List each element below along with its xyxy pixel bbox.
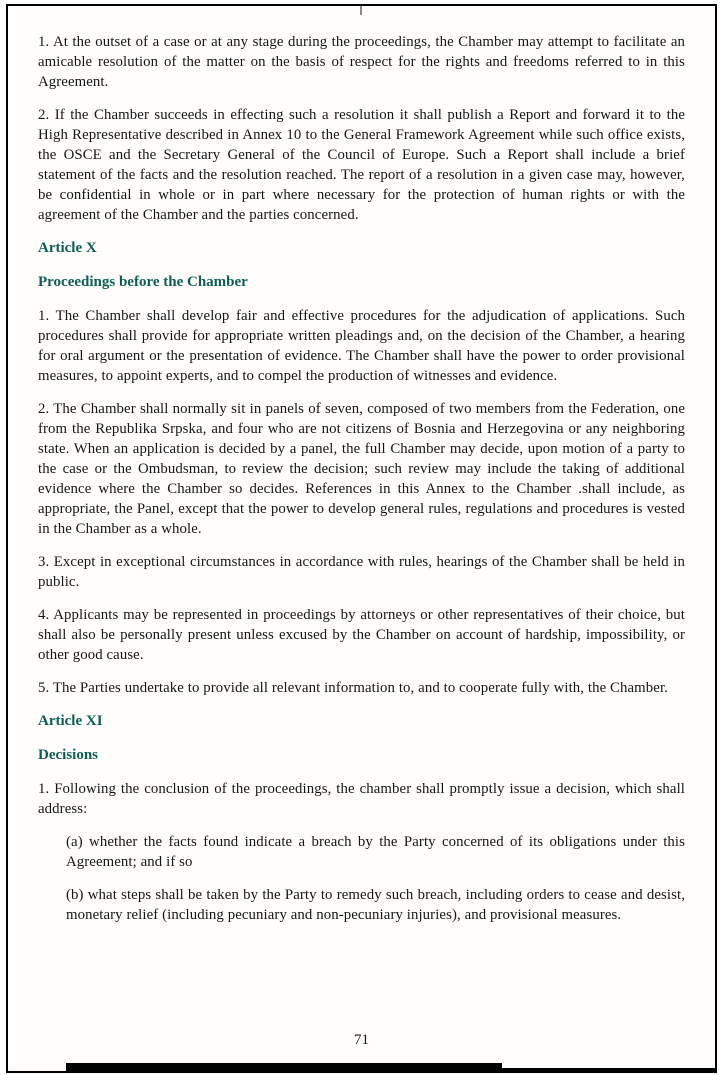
paragraph-amicable-resolution: 1. At the outset of a case or at any stage during the proceedings, the Chamber may attempt to facilitate an amicable resolution of the matter on the basis of respect for the rights and freedoms referred to in this Agreement. bbox=[38, 34, 685, 90]
decisions-subheading: Decisions bbox=[38, 747, 98, 763]
document-page bbox=[6, 4, 717, 1073]
scan-artifact-top bbox=[360, 6, 362, 15]
proceedings-subheading: Proceedings before the Chamber bbox=[38, 274, 248, 290]
paragraph-procedures: 1. The Chamber shall develop fair and effective procedures for the adjudication of applications. Such procedures shall provide for appropriate written pleadings and, on the decision of the Chamber, a hearing for oral argument or the presentation of evidence. The Chamber shall have the power to order provisional measures, to appoint experts, and to compel the production of witnesses and evidence. bbox=[38, 308, 685, 384]
page-number: 71 bbox=[354, 1032, 369, 1048]
scan-artifact-bottom-right bbox=[502, 1068, 715, 1072]
scan-artifact-bottom bbox=[66, 1063, 502, 1072]
paragraph-public-hearings: 3. Except in exceptional circumstances in accordance with rules, hearings of the Chamber shall be held in public. bbox=[38, 554, 685, 590]
paragraph-panels: 2. The Chamber shall normally sit in panels of seven, composed of two members from the Federation, one from the Republika Srpska, and four who are not citizens of Bosnia and Herzegovina or any neighboring state. When an application is decided by a panel, the full Chamber may decide, upon motion of a party to the case or the Ombudsman, to review the decision; such review may include the taking of additional evidence where the Chamber so decides. References in this Annex to the Chamber .shall include, as appropriate, the Panel, except that the power to develop general rules, regulations and procedures is vested in the Chamber as a whole. bbox=[38, 401, 685, 537]
paragraph-item-a: (a) whether the facts found indicate a breach by the Party concerned of its obligations under this Agreement; and if so bbox=[66, 834, 685, 870]
page-content bbox=[38, 32, 685, 938]
article-x-heading: Article X bbox=[38, 240, 97, 256]
article-xi-heading: Article XI bbox=[38, 713, 103, 729]
paragraph-issue-decision: 1. Following the conclusion of the proceedings, the chamber shall promptly issue a decision, which shall address: bbox=[38, 781, 685, 817]
paragraph-item-b: (b) what steps shall be taken by the Party to remedy such breach, including orders to cease and desist, monetary relief (including pecuniary and non-pecuniary injuries), and provisional measures. bbox=[66, 887, 685, 923]
paragraph-parties-cooperate: 5. The Parties undertake to provide all relevant information to, and to cooperate fully with, the Chamber. bbox=[38, 680, 668, 696]
paragraph-applicants-representation: 4. Applicants may be represented in proceedings by attorneys or other representatives of their choice, but shall also be personally present unless excused by the Chamber on account of hardship, impossibility, or other good cause. bbox=[38, 607, 685, 663]
paragraph-report-forward: 2. If the Chamber succeeds in effecting such a resolution it shall publish a Report and forward it to the High Representative described in Annex 10 to the General Framework Agreement while such office exists, the OSCE and the Secretary General of the Council of Europe. Such a Report shall include a brief statement of the facts and the resolution reached. The report of a resolution in a given case may, however, be confidential in whole or in part where necessary for the protection of human rights or with the agreement of the Chamber and the parties concerned. bbox=[38, 107, 685, 223]
